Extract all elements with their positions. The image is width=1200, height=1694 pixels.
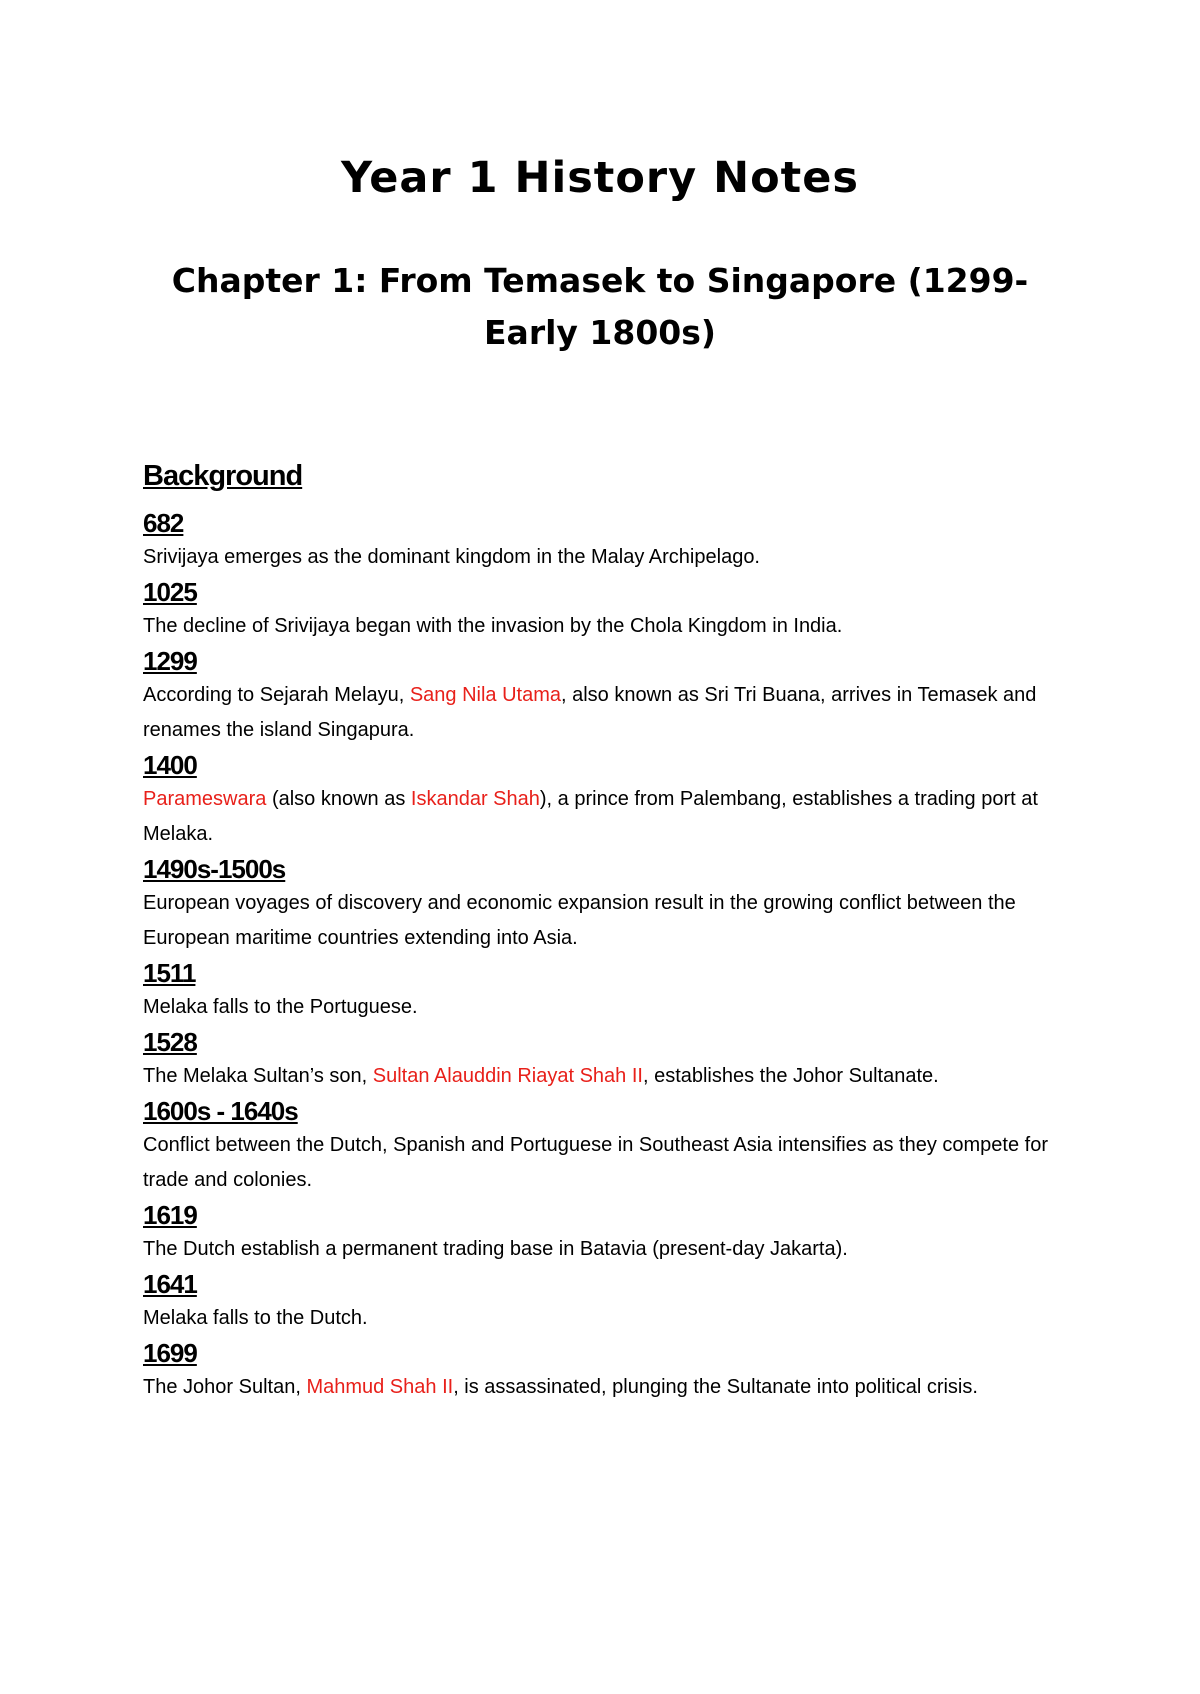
- timeline-description: [143, 782, 1073, 852]
- description-text: The Dutch establish a permanent trading base in Batavia (present-day Jakarta).: [143, 1238, 848, 1260]
- description-text: The Johor Sultan,: [143, 1376, 307, 1398]
- timeline-entry: [143, 1094, 1073, 1198]
- timeline-description: [143, 540, 1073, 575]
- timeline-description: [143, 1128, 1073, 1198]
- timeline-entry: [143, 644, 1073, 748]
- highlighted-name: Sultan Alauddin Riayat Shah II: [372, 1065, 643, 1087]
- timeline-description: [143, 1232, 1073, 1267]
- description-text: , is assassinated, plunging the Sultanate into political crisis.: [453, 1376, 978, 1398]
- timeline-entry: [143, 956, 1073, 1025]
- timeline-entry: [143, 1025, 1073, 1094]
- timeline-year: 1511: [143, 958, 196, 988]
- section-heading: Background: [143, 460, 303, 492]
- timeline-entry: [143, 1267, 1073, 1336]
- description-text: , establishes the Johor Sultanate.: [642, 1065, 939, 1087]
- timeline-description: [143, 990, 1073, 1025]
- timeline-year: 1490s-1500s: [143, 854, 286, 884]
- description-text: (also known as: [266, 788, 411, 810]
- timeline-entry: [143, 1336, 1073, 1405]
- description-text: According to Sejarah Melayu,: [143, 684, 410, 706]
- description-text: Conflict between the Dutch, Spanish and Portuguese in Southeast Asia intensifies as they compete for trade and colonies.: [143, 1134, 1048, 1191]
- timeline-entry: [143, 852, 1073, 956]
- highlighted-name: Sang Nila Utama: [409, 684, 561, 706]
- description-text: The decline of Srivijaya began with the invasion by the Chola Kingdom in India.: [143, 615, 843, 637]
- timeline-year: 1600s - 1640s: [143, 1096, 298, 1126]
- timeline-year: 1619: [143, 1200, 197, 1230]
- timeline-description: [143, 678, 1073, 748]
- description-text: Srivijaya emerges as the dominant kingdom in the Malay Archipelago.: [143, 546, 760, 568]
- description-text: Melaka falls to the Dutch.: [143, 1307, 368, 1329]
- highlighted-name: Parameswara: [143, 788, 267, 810]
- notes-content: [143, 456, 1073, 1405]
- timeline-description: [143, 1370, 1073, 1405]
- timeline-year: 1400: [143, 750, 197, 780]
- timeline-description: [143, 1059, 1073, 1094]
- description-text: European voyages of discovery and economic expansion result in the growing conflict between the European maritime countries extending into Asia.: [143, 892, 1016, 949]
- chapter-title: Chapter 1: From Temasek to Singapore (1299-Early 1800s): [171, 261, 1029, 352]
- timeline-entry: [143, 748, 1073, 852]
- timeline-list: [143, 506, 1073, 1405]
- highlighted-name: Mahmud Shah II: [306, 1376, 454, 1398]
- timeline-year: 1025: [143, 577, 197, 607]
- description-text: ), a prince from Palembang, establishes a trading port at Melaka.: [143, 788, 1038, 845]
- timeline-year: 1641: [143, 1269, 197, 1299]
- description-text: The Melaka Sultan’s son,: [143, 1065, 373, 1087]
- timeline-description: [143, 1301, 1073, 1336]
- timeline-year: 1699: [143, 1338, 197, 1368]
- timeline-description: [143, 609, 1073, 644]
- timeline-entry: [143, 1198, 1073, 1267]
- timeline-entry: [143, 506, 1073, 575]
- highlighted-name: Iskandar Shah: [410, 788, 540, 810]
- timeline-year: 1299: [143, 646, 197, 676]
- description-text: , also known as Sri Tri Buana, arrives in Temasek and renames the island Singapura.: [143, 684, 1037, 741]
- description-text: Melaka falls to the Portuguese.: [143, 996, 418, 1018]
- timeline-description: [143, 886, 1073, 956]
- timeline-year: 1528: [143, 1027, 197, 1057]
- timeline-year: 682: [143, 508, 184, 538]
- timeline-entry: [143, 575, 1073, 644]
- document-title: Year 1 History Notes: [341, 153, 859, 203]
